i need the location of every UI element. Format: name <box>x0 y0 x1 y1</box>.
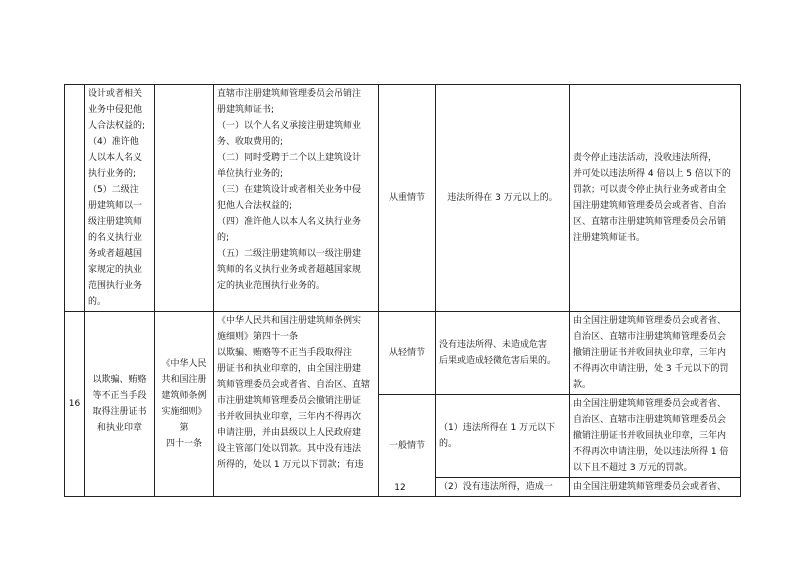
circumstance-cell: 从轻情节 <box>379 312 436 395</box>
penalty-table <box>64 84 741 497</box>
row-number-cell: 16 <box>65 312 85 497</box>
legal-text-cell: 《中华人民共和国注册建筑师条例实 施细则》第四十一条 以欺骗、贿赂等不正当手段取得注 册证书和执业印章的，由全国注册建 筑师管理委员会或者省、自治区、直辖 市注册建筑师管理委员会撤销注册证 书并收回执业印章，三年内不得再次 申请注册，并由县级以上人民政府建 设主管部门处以罚款。其中没有违法 所得的，处以 1 万元以下罚款；有违 <box>214 312 379 497</box>
penalty-cell: 由全国注册建筑师管理委员会或者省、 自治区、直辖市注册建筑师管理委员会 撤销注册证书并收回执业印章，三年内 不得再次申请注册，处 3 千元以下的罚 款。 <box>570 312 741 395</box>
violation-item-cell: 以欺骗、贿赂 等不正当手段 取得注册证书 和执业印章 <box>85 312 155 497</box>
penalty-cell: 由全国注册建筑师管理委员会或者省、 自治区、直辖市注册建筑师管理委员会 撤销注册证书并收回执业印章，三年内 不得再次申请注册，处以违法所得 1 倍 以下且不超过 3 万元的罚款。 <box>570 395 741 478</box>
page-number: 12 <box>394 483 406 493</box>
penalty-cell: 由全国注册建筑师管理委员会或者省、 <box>570 478 741 497</box>
legal-basis-cell: 《中华人民 共和国注册 建筑师条例 实施细则》第 四十一条 <box>155 312 214 497</box>
standard-cell: （2）没有违法所得，造成一 <box>436 478 570 497</box>
standard-cell: （1）违法所得在 1 万元以下 的。 <box>436 395 570 478</box>
standard-cell: 没有违法所得、未造成危害 后果或造成轻微危害后果的。 <box>436 312 570 395</box>
legal-basis-cell <box>155 85 214 312</box>
legal-text-cell: 直辖市注册建筑师管理委员会吊销注 册建筑师证书; （一）以个人名义承接注册建筑师业 务、收取费用的; （二）同时受聘于二个以上建筑设计 单位执行业务的; （三）在建筑设计或者相关业务中侵 犯他人合法权益的; （四）准许他人以本人名义执行业务 的; （五）二级注册建筑师以一级注册建 筑师的名义执行业务或者超越国家规 定的执业范围执行业务的。 <box>214 85 379 312</box>
table-row <box>65 85 741 312</box>
row-number-cell <box>65 85 85 312</box>
circumstance-cell: 一般情节 <box>379 395 436 497</box>
standard-cell: 违法所得在 3 万元以上的。 <box>436 85 570 312</box>
violation-item-cell: 设计或者相关 业务中侵犯他 人合法权益的; （4）准许他 人以本人名义 执行业务的; （5）二级注 册建筑师以一 级注册建筑师 的名义执行业 务或者超越国 家规定的执业 范围执行业务 的。 <box>85 85 155 312</box>
table-row <box>65 312 741 395</box>
penalty-cell: 责令停止违法活动，没收违法所得， 并可处以违法所得 4 倍以上 5 倍以下的 罚款；可以责令停止执行业务或者由全 国注册建筑师管理委员会或者省、自治 区、直辖市注册建筑师管理委员会吊销 注册建筑师证书。 <box>570 85 741 312</box>
circumstance-cell: 从重情节 <box>379 85 436 312</box>
